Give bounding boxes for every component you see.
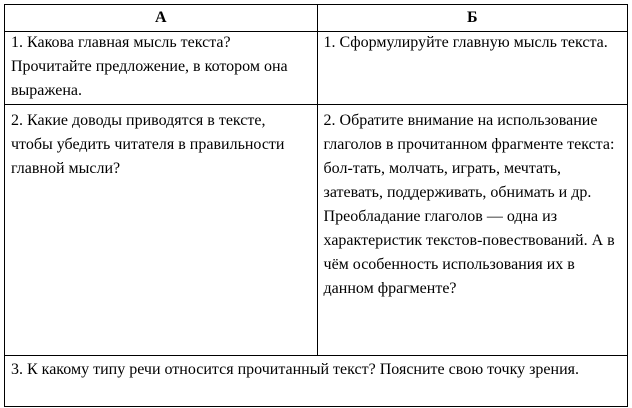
header-column-b: Б bbox=[317, 5, 627, 32]
cell-question-3 bbox=[5, 356, 628, 407]
table-row bbox=[5, 105, 628, 356]
cell-b-question-2 bbox=[317, 105, 627, 356]
cell-b-question-1 bbox=[317, 32, 627, 105]
table-row bbox=[5, 356, 628, 407]
cell-a-question-2 bbox=[5, 105, 318, 356]
header-column-a: А bbox=[5, 5, 318, 32]
cell-text: 2. Какие доводы приводятся в тексте, чтобы убедить читателя в правильности главной мысли? bbox=[11, 112, 285, 177]
questions-table bbox=[4, 4, 628, 407]
cell-text: 1. Какова главная мысль текста? Прочитайте предложение, в котором она выражена. bbox=[11, 34, 288, 99]
cell-text: 3. К какому типу речи относится прочитанный текст? Поясните свою точку зрения. bbox=[11, 361, 580, 378]
header-row bbox=[5, 5, 628, 32]
cell-a-question-1 bbox=[5, 32, 318, 105]
table-row bbox=[5, 32, 628, 105]
cell-text: 1. Сформулируйте главную мысль текста. bbox=[323, 34, 608, 51]
cell-text: 2. Обратите внимание на использование глаголов в прочитанном фрагменте текста: бол-тать, молчать, играть, мечтать, затевать, поддерживать, обнимать и др. Преобладание глаголов — одна из характеристик текстов-повествований. А в чём особенность использования их в данном фрагменте? bbox=[323, 112, 615, 297]
